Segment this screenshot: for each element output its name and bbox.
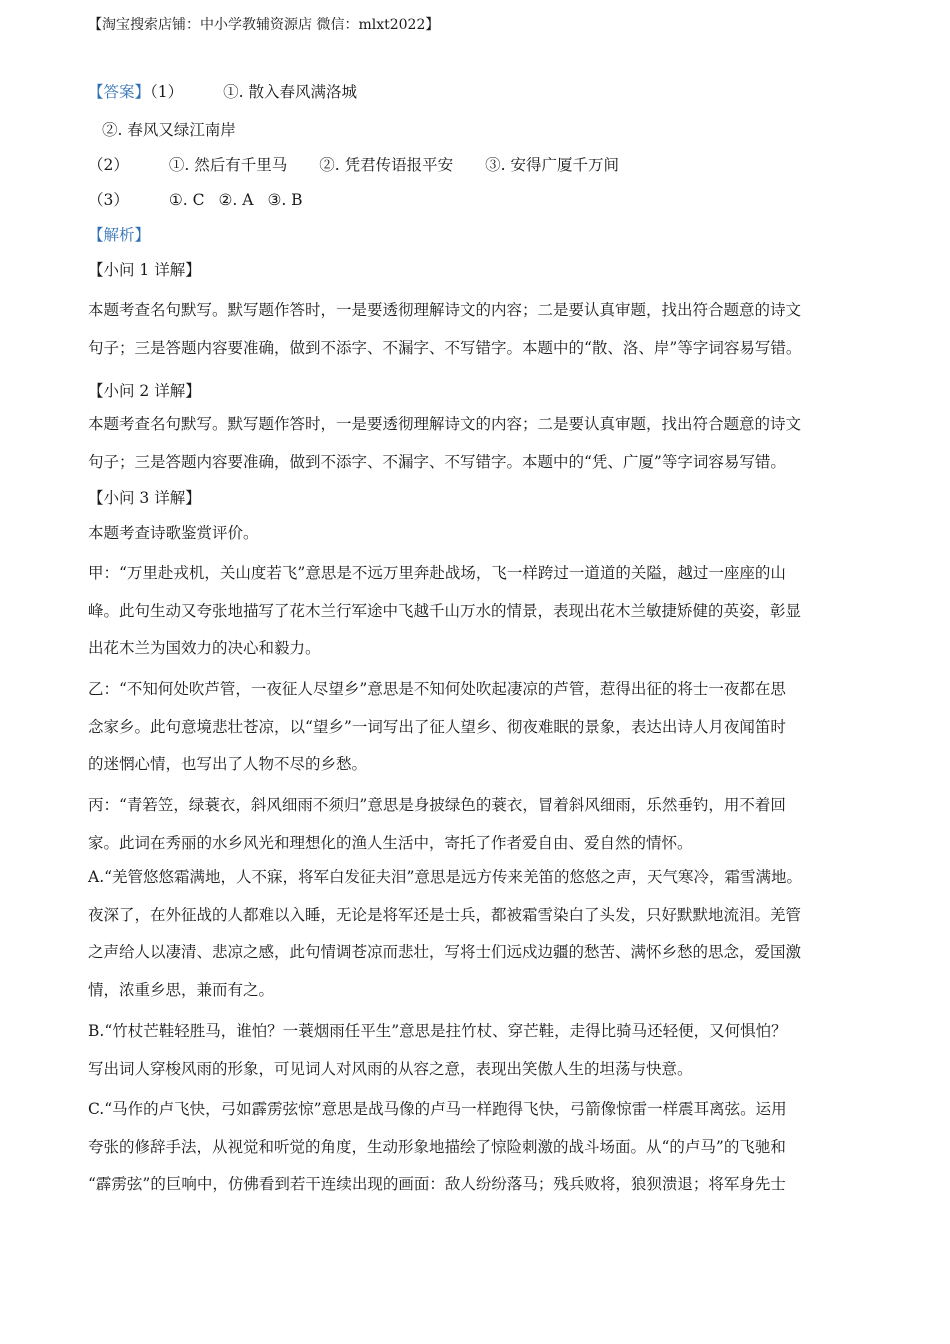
subquestion-1-heading: 【小问 1 详解】 [88, 261, 201, 279]
answer-line-1 [88, 80, 357, 102]
answer-q1-number: （1） [150, 83, 184, 101]
answer-q3-c: ③. B [267, 191, 303, 209]
option-b-paragraph [88, 1013, 878, 1088]
text-line: C.“马作的卢飞快，弓如霹雳弦惊”意思是战马像的卢马一样跑得飞快，弓箭像惊雷一样震耳离弦。运用 [88, 1100, 787, 1118]
text-line: 的迷惘心情，也写出了人物不尽的乡愁。 [88, 755, 368, 773]
answer-q2-b: ②. 凭君传语报平安 [319, 156, 454, 174]
text-line: 乙：“不知何处吹芦管，一夜征人尽望乡”意思是不知何处吹起凄凉的芦管，惹得出征的将士一夜都在思 [88, 680, 786, 698]
text-line: 写出词人穿梭风雨的形象，可见词人对风雨的从容之意，表现出笑傲人生的坦荡与快意。 [88, 1059, 693, 1078]
answer-line-3 [88, 188, 303, 210]
text-line: 情，浓重乡思，兼而有之。 [88, 980, 275, 999]
page-header: 【淘宝搜索店铺：中小学教辅资源店 微信：mlxt2022】 [88, 17, 440, 33]
text-line: 丙：“青箬笠，绿蓑衣，斜风细雨不须归”意思是身披绿色的蓑衣，冒着斜风细雨，乐然垂钓，用不着回 [88, 796, 786, 814]
subquestion-1-paragraph [88, 292, 878, 367]
poem-bing-paragraph [88, 787, 878, 862]
option-a-paragraph [88, 859, 878, 1009]
option-c-paragraph [88, 1091, 878, 1204]
answer-q2-a: ①. 然后有千里马 [168, 156, 288, 174]
text-line: 甲：“万里赴戎机，关山度若飞”意思是不远万里奔赴战场，飞一样跨过一道道的关隘，越过一座座的山 [88, 564, 786, 582]
answer-q3-number: （3） [88, 191, 129, 209]
answer-q1-a: ①. 散入春风满洛城 [223, 83, 357, 101]
text-line: 念家乡。此句意境悲壮苍凉，以“望乡”一词写出了征人望乡、彻夜难眠的景象，表达出诗人月夜闻笛时 [88, 717, 786, 736]
subquestion-2-paragraph [88, 406, 878, 481]
answer-q3-a: ①. C [168, 191, 205, 209]
text-line: 之声给人以凄清、悲凉之感，此句情调苍凉而悲壮，写将士们远戍边疆的愁苦、满怀乡愁的思念，爱国激 [88, 943, 802, 961]
answer-label: 【答案】 [88, 83, 151, 101]
text-line: 夸张的修辞手法，从视觉和听觉的角度，生动形象地描绘了惊险刺激的战斗场面。从“的卢马”的飞驰和 [88, 1137, 786, 1156]
subquestion-3-heading: 【小问 3 详解】 [88, 489, 201, 507]
answer-q1-b: ②. 春风又绿江南岸 [102, 121, 236, 139]
poem-yi-paragraph [88, 671, 878, 784]
text-line: “霹雳弦”的巨响中，仿佛看到若干连续出现的画面：敌人纷纷落马；残兵败将，狼狈溃退；将军身先士 [88, 1175, 786, 1193]
text-line: 本题考查名句默写。默写题作答时，一是要透彻理解诗文的内容；二是要认真审题，找出符合题意的诗文 [88, 415, 802, 433]
text-line: 峰。此句生动又夸张地描写了花木兰行军途中飞越千山万水的情景，表现出花木兰敏捷矫健的英姿，彰显 [88, 601, 802, 620]
answer-line-2 [88, 153, 619, 175]
poem-jia-paragraph [88, 555, 878, 668]
text-line: 句子；三是答题内容要准确，做到不添字、不漏字、不写错字。本题中的“散、洛、岸”等字词容易写错。 [88, 338, 802, 357]
text-line: A.“羌管悠悠霜满地，人不寐，将军白发征夫泪”意思是远方传来羌笛的悠悠之声，天气寒冷，霜雪满地。 [88, 868, 802, 886]
text-line: B.“竹杖芒鞋轻胜马，谁怕？一蓑烟雨任平生”意思是拄竹杖、穿芒鞋，走得比骑马还轻便，又何惧怕？ [88, 1022, 787, 1040]
answer-q3-b: ②. A [218, 191, 254, 209]
text-line: 句子；三是答题内容要准确，做到不添字、不漏字、不写错字。本题中的“凭、广厦”等字词容易写错。 [88, 452, 786, 471]
text-line: 夜深了，在外征战的人都难以入睡，无论是将军还是士兵，都被霜雪染白了头发，只好默默地流泪。羌管 [88, 905, 802, 924]
answer-q2-c: ③. 安得广厦千万间 [485, 156, 619, 174]
analysis-label: 【解析】 [88, 226, 151, 244]
subquestion-2-heading: 【小问 2 详解】 [88, 382, 201, 400]
subquestion-3-intro: 本题考查诗歌鉴赏评价。 [88, 524, 259, 542]
text-line: 家。此词在秀丽的水乡风光和理想化的渔人生活中，寄托了作者爱自由、爱自然的情怀。 [88, 833, 693, 852]
text-line: 出花木兰为国效力的决心和毅力。 [88, 639, 321, 657]
text-line: 本题考查名句默写。默写题作答时，一是要透彻理解诗文的内容；二是要认真审题，找出符合题意的诗文 [88, 301, 802, 319]
answer-q2-number: （2） [88, 156, 129, 174]
